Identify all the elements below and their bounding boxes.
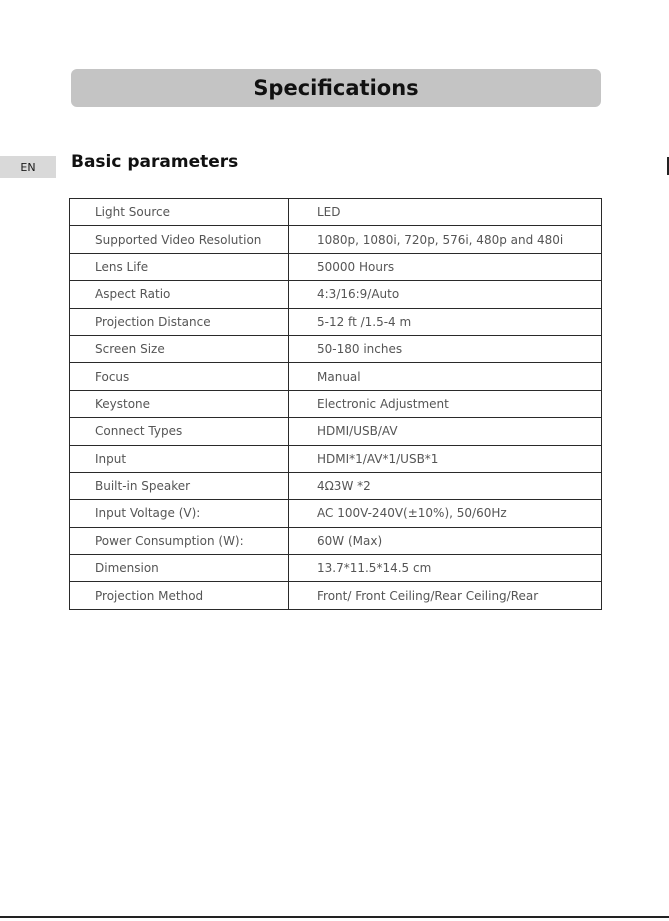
specs-table-body [70, 199, 602, 610]
spec-value: Manual [289, 363, 602, 390]
spec-label: Light Source [70, 199, 289, 226]
table-row [70, 555, 602, 582]
specs-table [69, 198, 602, 610]
spec-value: AC 100V-240V(±10%), 50/60Hz [289, 500, 602, 527]
spec-label: Supported Video Resolution [70, 226, 289, 253]
bottom-rule [0, 916, 669, 918]
spec-label: Input [70, 445, 289, 472]
spec-value: 60W (Max) [289, 527, 602, 554]
table-row [70, 199, 602, 226]
table-row [70, 390, 602, 417]
spec-label: Built-in Speaker [70, 472, 289, 499]
table-row [70, 253, 602, 280]
table-row [70, 335, 602, 362]
specifications-banner [71, 69, 601, 107]
spec-value: 5-12 ft /1.5-4 m [289, 308, 602, 335]
language-tab [0, 156, 56, 178]
table-row [70, 472, 602, 499]
spec-label: Projection Method [70, 582, 289, 609]
table-row [70, 500, 602, 527]
spec-label: Focus [70, 363, 289, 390]
spec-value: LED [289, 199, 602, 226]
table-row [70, 582, 602, 609]
spec-label: Dimension [70, 555, 289, 582]
spec-label: Aspect Ratio [70, 281, 289, 308]
table-row [70, 308, 602, 335]
table-row [70, 527, 602, 554]
spec-value: 13.7*11.5*14.5 cm [289, 555, 602, 582]
page-title: Specifications [253, 76, 419, 100]
spec-label: Projection Distance [70, 308, 289, 335]
spec-value: HDMI/USB/AV [289, 418, 602, 445]
spec-label: Lens Life [70, 253, 289, 280]
spec-label: Keystone [70, 390, 289, 417]
section-heading: Basic parameters [71, 152, 239, 172]
language-label: EN [20, 160, 36, 174]
table-row [70, 281, 602, 308]
table-row [70, 363, 602, 390]
table-row [70, 445, 602, 472]
spec-value: Front/ Front Ceiling/Rear Ceiling/Rear [289, 582, 602, 609]
spec-value: 50000 Hours [289, 253, 602, 280]
spec-value: 4:3/16:9/Auto [289, 281, 602, 308]
spec-value: HDMI*1/AV*1/USB*1 [289, 445, 602, 472]
spec-label: Screen Size [70, 335, 289, 362]
table-row [70, 418, 602, 445]
spec-value: Electronic Adjustment [289, 390, 602, 417]
spec-label: Input Voltage (V): [70, 500, 289, 527]
spec-value: 1080p, 1080i, 720p, 576i, 480p and 480i [289, 226, 602, 253]
spec-value: 4Ω3W *2 [289, 472, 602, 499]
spec-label: Power Consumption (W): [70, 527, 289, 554]
spec-label: Connect Types [70, 418, 289, 445]
spec-value: 50-180 inches [289, 335, 602, 362]
table-row [70, 226, 602, 253]
